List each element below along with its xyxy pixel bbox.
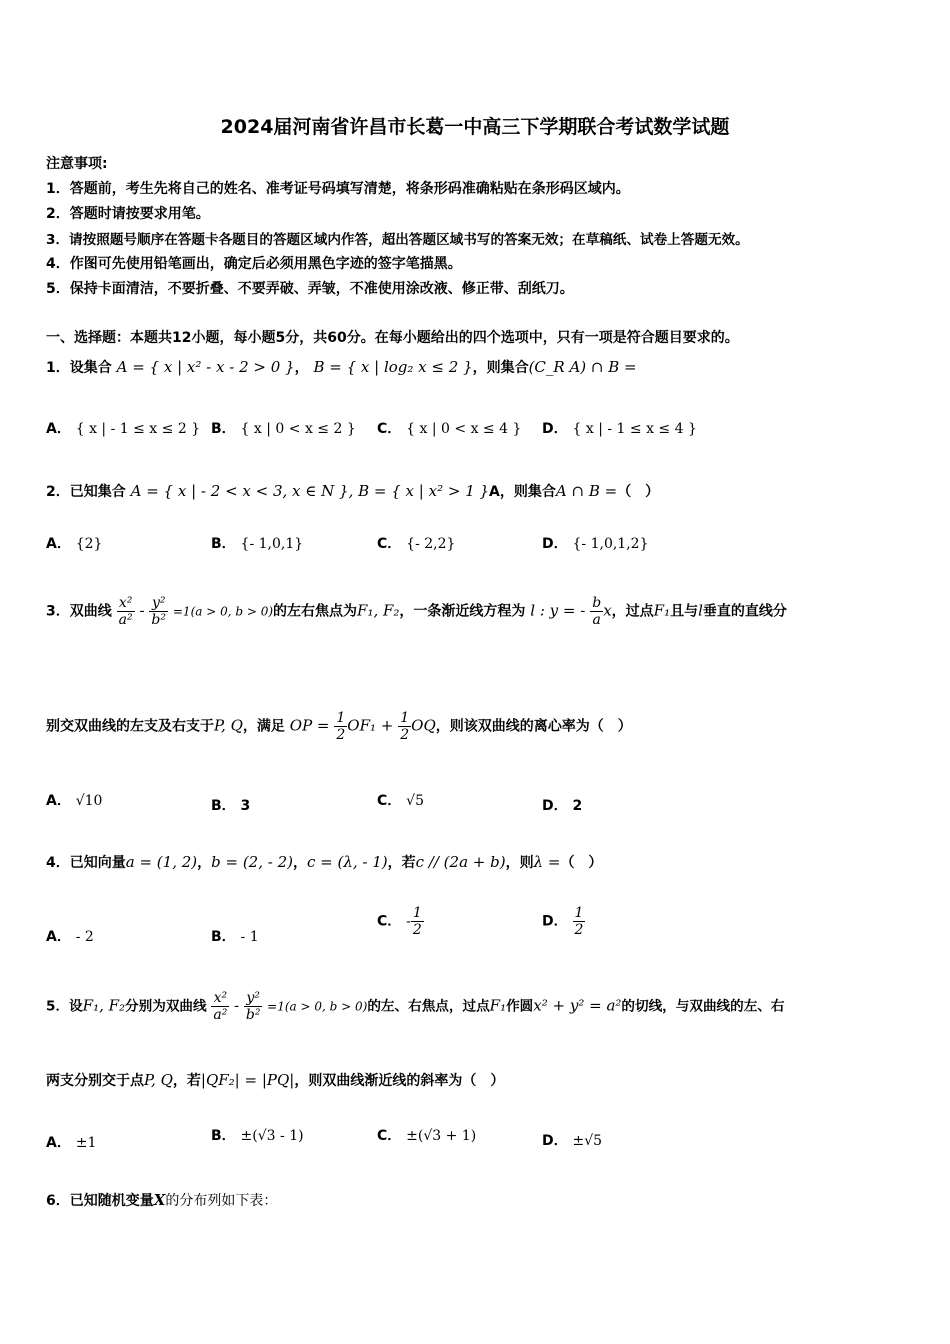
option-label: C． — [377, 1128, 402, 1144]
q2-option-c[interactable] — [377, 533, 455, 553]
option-value: ±√5 — [572, 1133, 603, 1149]
option-label: A． — [46, 1135, 71, 1151]
q6-prefix: 6．已知随机变量 — [46, 1193, 154, 1209]
option-label: C． — [377, 421, 402, 437]
q2-paren: （ ） — [617, 484, 660, 500]
q5-pq: P, Q — [144, 1071, 173, 1089]
option-label: D． — [542, 798, 568, 814]
option-value: ±1 — [75, 1135, 97, 1151]
q4-option-b[interactable] — [211, 926, 259, 946]
option-label: A． — [46, 793, 71, 809]
q3-text: 别交双曲线的左支及右支于 — [46, 718, 214, 735]
q3-vector-op: OP = — [289, 716, 330, 735]
option-label: C． — [377, 793, 402, 809]
option-label: A． — [46, 536, 71, 552]
q3-text: 且与 — [670, 603, 699, 620]
q1-sep: ， — [294, 360, 309, 376]
q3-prefix: 3．双曲线 — [46, 603, 112, 620]
q3-text: ，一条渐近线方程为 — [399, 603, 526, 620]
q3-condition: =1(a > 0, b > 0) — [172, 604, 274, 619]
option-label: D． — [542, 1133, 568, 1149]
q2-option-b[interactable] — [211, 533, 303, 553]
q2-option-a[interactable] — [46, 533, 102, 553]
option-value: - 2 — [75, 929, 94, 945]
option-fraction: $\frac{1}{2}$ — [412, 905, 422, 938]
q1-option-c[interactable] — [377, 418, 521, 438]
option-value: ±(√3 - 1) — [240, 1128, 304, 1144]
q5-option-b[interactable] — [211, 1125, 304, 1145]
q3-l: l — [698, 601, 703, 620]
q3-f1: F₁ — [653, 601, 671, 620]
option-value: - 1 — [240, 929, 259, 945]
q1-option-d[interactable] — [542, 418, 697, 438]
q1-mid: ，则集合 — [472, 360, 529, 376]
option-value: { x | - 1 ≤ x ≤ 2 } — [75, 421, 201, 437]
q3-x: x — [603, 601, 612, 620]
q3-frac-y: $\frac{\text{y²}}{\text{b²}}$ — [151, 595, 166, 628]
q3-half: $\frac{1}{2}$ — [400, 710, 410, 743]
q5-condition: =1(a > 0, b > 0) — [267, 999, 368, 1014]
q5-condition: |QF₂| = |PQ| — [200, 1071, 295, 1089]
q3-frac-x: $\frac{\text{x²}}{\text{a²}}$ — [118, 595, 133, 628]
option-value: { x | 0 < x ≤ 4 } — [406, 421, 522, 437]
option-value: 3 — [240, 798, 251, 814]
q3-option-d[interactable] — [542, 795, 582, 815]
q3-text: ，过点 — [611, 603, 654, 620]
option-value: √5 — [406, 793, 424, 809]
q5-frac-x: $\frac{\text{x²}}{\text{a²}}$ — [213, 990, 228, 1023]
question-1 — [46, 357, 637, 377]
q2-prefix: 2．已知集合 — [46, 484, 126, 500]
q1-prefix: 1．设集合 — [46, 360, 112, 376]
q1-set-a: A = { x | x² - x - 2 > 0 } — [116, 358, 295, 376]
section-heading: 一、选择题：本题共12小题，每小题5分，共60分。在每小题给出的四个选项中，只有一项是符合题目要求的。 — [46, 330, 739, 346]
page-title: 2024届河南省许昌市长葛一中高三下学期联合考试数学试题 — [220, 116, 730, 138]
q5-frac-y: $\frac{\text{y²}}{\text{b²}}$ — [245, 990, 261, 1023]
q5-text: 分别为双曲线 — [125, 998, 207, 1015]
q6-variable: X — [153, 1191, 166, 1209]
notice-heading: 注意事项: — [46, 156, 108, 172]
option-label: C． — [377, 536, 402, 552]
q5-text: ，若 — [172, 1073, 201, 1089]
option-label: B． — [211, 536, 236, 552]
option-label: D． — [542, 536, 568, 552]
option-value: 2 — [572, 798, 583, 814]
q5-f1: F₁ — [489, 996, 507, 1015]
q3-half: $\frac{1}{2}$ — [336, 710, 346, 743]
q3-text: 垂直的直线分 — [702, 603, 787, 620]
q4-prefix: 4．已知向量 — [46, 855, 126, 871]
question-6 — [46, 1190, 277, 1210]
q4-vector-a: a = (1, 2) — [125, 853, 198, 871]
q4-lambda: λ = — [533, 853, 561, 871]
q3-option-a[interactable] — [46, 790, 102, 810]
q5-option-c[interactable] — [377, 1125, 476, 1145]
option-value: { x | 0 < x ≤ 2 } — [240, 421, 356, 437]
q3-option-b[interactable] — [211, 795, 250, 815]
option-value: {2} — [75, 536, 103, 552]
option-fraction: $\frac{1}{2}$ — [574, 905, 584, 938]
option-label: C． — [377, 913, 402, 930]
q3-vector-of1: OF₁ + — [347, 716, 394, 735]
option-label: D． — [542, 913, 568, 930]
q5-minus: - — [234, 996, 240, 1015]
q4-option-d[interactable] — [542, 905, 585, 938]
option-value: ±(√3 + 1) — [406, 1128, 477, 1144]
option-label: B． — [211, 929, 236, 945]
q2-option-d[interactable] — [542, 533, 648, 553]
q5-text: 的左、右焦点，过点 — [367, 998, 490, 1015]
question-5-line2 — [46, 1070, 504, 1090]
q2-expr: A ∩ B = — [555, 482, 618, 500]
question-3-line2 — [46, 710, 632, 743]
q3-frac-ba: $\frac{b}{a}$ — [592, 595, 602, 628]
option-value: {- 1,0,1} — [240, 536, 304, 552]
option-value: { x | - 1 ≤ x ≤ 4 } — [572, 421, 697, 437]
q5-text: ，则双曲线渐近线的斜率为（ ） — [294, 1073, 505, 1089]
question-2 — [46, 481, 659, 501]
option-label: B． — [211, 421, 236, 437]
option-label: A． — [46, 929, 71, 945]
question-4: 4．已知向量a = (1, 2)，b = (2, - 2)，c = (λ, - 1)，若c // (2a + b)，则λ =（ ） — [46, 853, 603, 871]
q1-option-b[interactable] — [211, 418, 356, 438]
option-label: B． — [211, 1128, 236, 1144]
q5-circle: x² + y² = a² — [533, 996, 622, 1015]
q4-vector-c: c = (λ, - 1) — [307, 853, 388, 871]
q4-option-a[interactable] — [46, 926, 94, 946]
notice-item: 2．答题时请按要求用笔。 — [46, 206, 210, 222]
q1-set-b: B = { x | log₂ x ≤ 2 } — [313, 358, 473, 376]
q3-text: ，满足 — [242, 718, 285, 735]
q3-option-c[interactable] — [377, 790, 424, 810]
q4-option-c[interactable] — [377, 905, 424, 938]
q5-text: 两支分别交于点 — [46, 1073, 144, 1089]
option-label: A． — [46, 421, 71, 437]
option-value: √10 — [75, 793, 103, 809]
q5-foci: F₁, F₂ — [82, 996, 126, 1015]
q1-expr: (C_R A) ∩ B = — [528, 358, 637, 376]
q3-pq: P, Q — [214, 716, 243, 735]
notice-item: 4．作图可先使用铅笔画出，确定后必须用黑色字迹的签字笔描黑。 — [46, 256, 462, 272]
question-3 — [46, 595, 787, 628]
q4-vector-b: b = (2, - 2) — [211, 853, 293, 871]
q2-sets: A = { x | - 2 < x < 3, x ∈ N }, B = { x | x² > 1 } — [130, 482, 490, 500]
q1-option-a[interactable] — [46, 418, 200, 438]
q3-minus: - — [139, 601, 145, 620]
q4-text: ，则 — [505, 855, 534, 871]
q4-paren: （ ） — [560, 855, 603, 871]
q4-text: ，若 — [387, 855, 416, 871]
q2-suffix: A，则集合 — [489, 484, 556, 500]
option-value: {- 1,0,1,2} — [572, 536, 649, 552]
question-5 — [46, 990, 785, 1023]
notice-item: 3．请按照题号顺序在答题卡各题目的答题区域内作答，超出答题区域书写的答案无效；在草稿纸、试卷上答题无效。 — [46, 232, 749, 248]
option-value: - — [406, 913, 411, 930]
q6-suffix: 的分布列如下表： — [165, 1193, 278, 1209]
q4-condition: c // (2a + b) — [415, 853, 506, 871]
q3-text: ，则该双曲线的离心率为（ ） — [435, 718, 632, 735]
q3-foci: F₁, F₂ — [357, 601, 400, 620]
notice-item: 5．保持卡面清洁，不要折叠、不要弄破、弄皱，不准使用涂改液、修正带、刮纸刀。 — [46, 281, 574, 297]
q5-text: 的切线，与双曲线的左、右 — [621, 998, 785, 1015]
q5-option-d[interactable] — [542, 1130, 602, 1150]
q5-prefix: 5．设 — [46, 998, 83, 1015]
q5-option-a[interactable] — [46, 1132, 96, 1152]
q3-text: 的左右焦点为 — [273, 603, 358, 620]
option-label: B． — [211, 798, 236, 814]
q3-vector-oq: OQ — [411, 716, 436, 735]
q3-asymptote: l : y = - — [530, 601, 586, 620]
option-value: {- 2,2} — [406, 536, 456, 552]
option-label: D． — [542, 421, 568, 437]
notice-item: 1．答题前，考生先将自己的姓名、准考证号码填写清楚，将条形码准确粘贴在条形码区域内。 — [46, 181, 630, 197]
q5-text: 作圆 — [506, 998, 534, 1015]
